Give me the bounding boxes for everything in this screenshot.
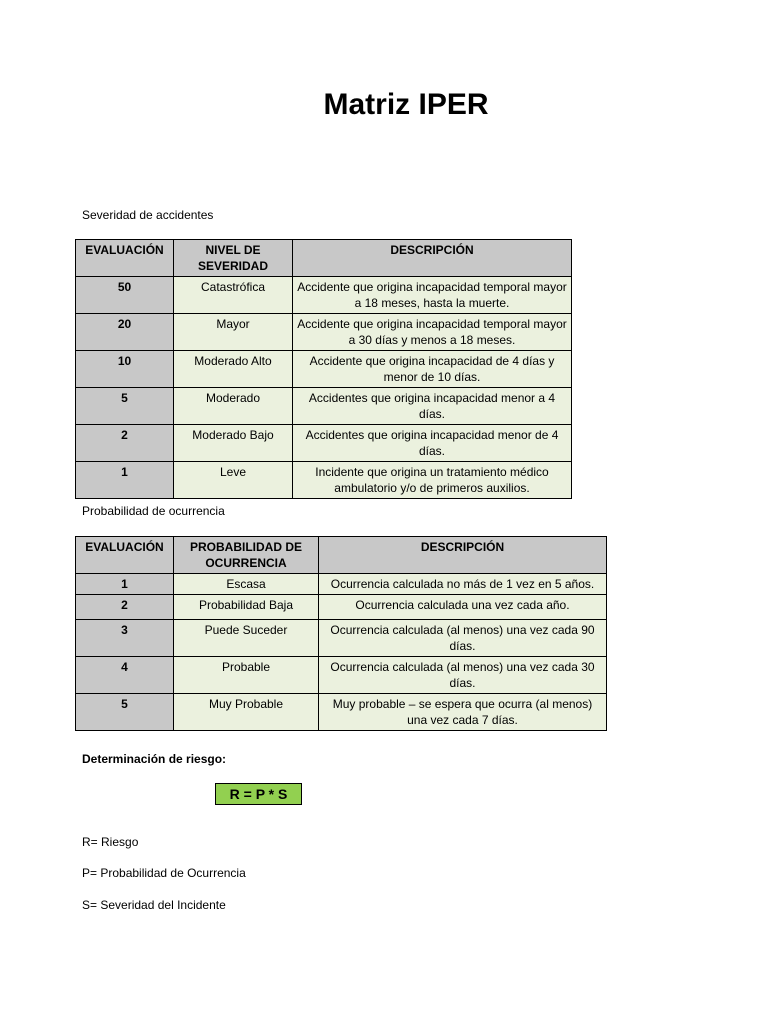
column-header: DESCRIPCIÓN [293, 240, 572, 277]
column-header: EVALUACIÓN [76, 240, 174, 277]
severity-section-label: Severidad de accidentes [82, 208, 214, 222]
probability-table [75, 536, 607, 731]
table-row [76, 351, 572, 388]
level-cell: Moderado Bajo [174, 425, 293, 462]
evaluation-cell: 5 [76, 388, 174, 425]
column-header: DESCRIPCIÓN [319, 537, 607, 574]
evaluation-cell: 4 [76, 657, 174, 694]
evaluation-cell: 20 [76, 314, 174, 351]
page-title: Matriz IPER [323, 88, 489, 121]
level-cell: Puede Suceder [174, 620, 319, 657]
description-cell: Incidente que origina un tratamiento médico ambulatorio y/o de primeros auxilios. [293, 462, 572, 499]
evaluation-cell: 2 [76, 425, 174, 462]
table-row [76, 620, 607, 657]
table-row [76, 314, 572, 351]
level-cell: Mayor [174, 314, 293, 351]
legend-probability: P= Probabilidad de Ocurrencia [82, 866, 246, 880]
description-cell: Ocurrencia calculada no más de 1 vez en 5 años. [319, 574, 607, 595]
table-header-row [76, 537, 607, 574]
level-cell: Moderado Alto [174, 351, 293, 388]
severity-table [75, 239, 572, 499]
level-cell: Escasa [174, 574, 319, 595]
description-cell: Accidente que origina incapacidad de 4 días y menor de 10 días. [293, 351, 572, 388]
description-cell: Ocurrencia calculada (al menos) una vez cada 30 días. [319, 657, 607, 694]
probability-section-label: Probabilidad de ocurrencia [82, 504, 225, 518]
evaluation-cell: 1 [76, 462, 174, 499]
evaluation-cell: 1 [76, 574, 174, 595]
table-row [76, 277, 572, 314]
column-header: NIVEL DE SEVERIDAD [174, 240, 293, 277]
legend-risk: R= Riesgo [82, 835, 139, 849]
description-cell: Accidentes que origina incapacidad menor a 4 días. [293, 388, 572, 425]
level-cell: Moderado [174, 388, 293, 425]
description-cell: Accidentes que origina incapacidad menor de 4 días. [293, 425, 572, 462]
level-cell: Leve [174, 462, 293, 499]
level-cell: Probabilidad Baja [174, 595, 319, 620]
description-cell: Accidente que origina incapacidad temporal mayor a 30 días y menos a 18 meses. [293, 314, 572, 351]
table-row [76, 388, 572, 425]
evaluation-cell: 50 [76, 277, 174, 314]
evaluation-cell: 5 [76, 694, 174, 731]
column-header: EVALUACIÓN [76, 537, 174, 574]
table-row [76, 425, 572, 462]
risk-section-label: Determinación de riesgo: [82, 752, 227, 766]
table-header-row [76, 240, 572, 277]
legend-severity: S= Severidad del Incidente [82, 898, 226, 912]
table-row [76, 595, 607, 620]
level-cell: Muy Probable [174, 694, 319, 731]
table-row [76, 694, 607, 731]
column-header: PROBABILIDAD DE OCURRENCIA [174, 537, 319, 574]
description-cell: Muy probable – se espera que ocurra (al menos) una vez cada 7 días. [319, 694, 607, 731]
evaluation-cell: 3 [76, 620, 174, 657]
description-cell: Accidente que origina incapacidad temporal mayor a 18 meses, hasta la muerte. [293, 277, 572, 314]
evaluation-cell: 10 [76, 351, 174, 388]
table-row [76, 657, 607, 694]
table-row [76, 574, 607, 595]
description-cell: Ocurrencia calculada (al menos) una vez cada 90 días. [319, 620, 607, 657]
evaluation-cell: 2 [76, 595, 174, 620]
table-row [76, 462, 572, 499]
level-cell: Probable [174, 657, 319, 694]
level-cell: Catastrófica [174, 277, 293, 314]
risk-formula: R = P * S [215, 783, 302, 805]
description-cell: Ocurrencia calculada una vez cada año. [319, 595, 607, 620]
